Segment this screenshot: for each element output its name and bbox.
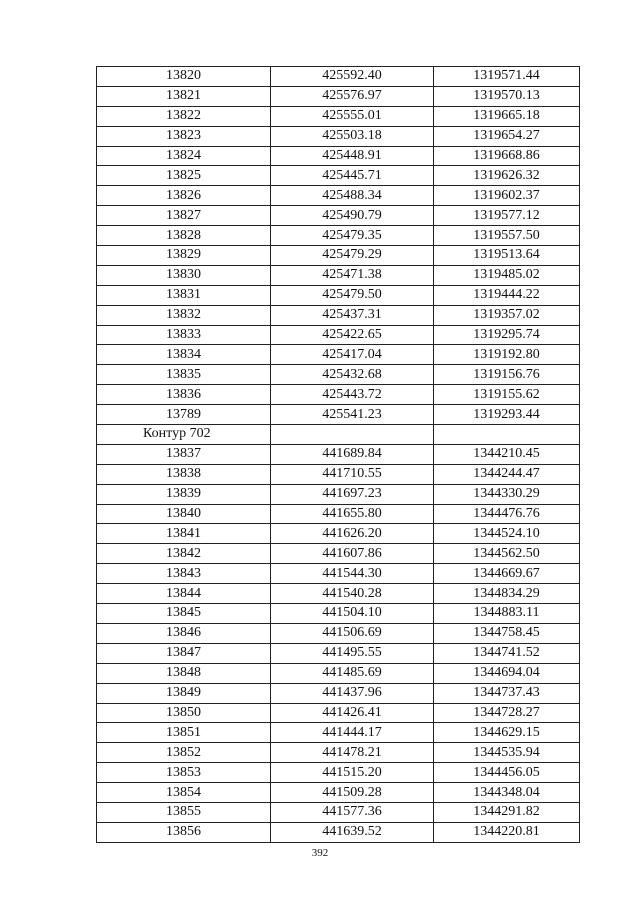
- x-coordinate-cell: 441577.36: [271, 802, 434, 822]
- table-row: [97, 564, 580, 584]
- table-row: [97, 464, 580, 484]
- x-coordinate-cell: 441509.28: [271, 783, 434, 803]
- x-coordinate-cell: 441495.55: [271, 643, 434, 663]
- y-coordinate-cell: 1319654.27: [434, 126, 580, 146]
- table-row: [97, 623, 580, 643]
- table-row: [97, 166, 580, 186]
- y-coordinate-cell: 1319485.02: [434, 265, 580, 285]
- table-row: [97, 285, 580, 305]
- point-number-cell: 13826: [97, 186, 271, 206]
- point-number-cell: 13841: [97, 524, 271, 544]
- table-row: [97, 723, 580, 743]
- x-coordinate-cell: 425479.29: [271, 246, 434, 266]
- table-row: [97, 643, 580, 663]
- table-row: [97, 604, 580, 624]
- point-number-cell: 13832: [97, 305, 271, 325]
- table-row: [97, 345, 580, 365]
- table-row: [97, 524, 580, 544]
- x-coordinate-cell: 441437.96: [271, 683, 434, 703]
- table-row: [97, 365, 580, 385]
- point-number-cell: 13852: [97, 743, 271, 763]
- point-number-cell: 13823: [97, 126, 271, 146]
- y-coordinate-cell: 1319357.02: [434, 305, 580, 325]
- y-coordinate-cell: 1344210.45: [434, 444, 580, 464]
- y-coordinate-cell: 1319557.50: [434, 226, 580, 246]
- point-number-cell: 13822: [97, 106, 271, 126]
- contour-label: Контур 702: [97, 425, 271, 445]
- y-coordinate-cell: 1344456.05: [434, 763, 580, 783]
- y-coordinate-cell: 1319295.74: [434, 325, 580, 345]
- table-row: [97, 186, 580, 206]
- table-row: [97, 822, 580, 842]
- x-coordinate-cell: 425592.40: [271, 67, 434, 87]
- y-coordinate-cell: 1344244.47: [434, 464, 580, 484]
- table-row: [97, 67, 580, 87]
- x-coordinate-cell: 441478.21: [271, 743, 434, 763]
- point-number-cell: 13846: [97, 623, 271, 643]
- x-coordinate-cell: 441506.69: [271, 623, 434, 643]
- y-coordinate-cell: 1319571.44: [434, 67, 580, 87]
- y-coordinate-cell: 1344741.52: [434, 643, 580, 663]
- point-number-cell: 13843: [97, 564, 271, 584]
- point-number-cell: 13828: [97, 226, 271, 246]
- y-coordinate-cell: 1344883.11: [434, 604, 580, 624]
- x-coordinate-cell: 441689.84: [271, 444, 434, 464]
- x-coordinate-cell: 425576.97: [271, 86, 434, 106]
- table-row: [97, 126, 580, 146]
- point-number-cell: 13854: [97, 783, 271, 803]
- table-row: [97, 86, 580, 106]
- table-row: [97, 265, 580, 285]
- x-coordinate-cell: 441515.20: [271, 763, 434, 783]
- point-number-cell: 13821: [97, 86, 271, 106]
- point-number-cell: 13834: [97, 345, 271, 365]
- table-row: [97, 802, 580, 822]
- point-number-cell: 13789: [97, 405, 271, 425]
- point-number-cell: 13824: [97, 146, 271, 166]
- table-row: [97, 683, 580, 703]
- y-coordinate-cell: 1319668.86: [434, 146, 580, 166]
- y-coordinate-cell: 1344291.82: [434, 802, 580, 822]
- point-number-cell: 13835: [97, 365, 271, 385]
- x-coordinate-cell: 441607.86: [271, 544, 434, 564]
- coordinates-table: [96, 66, 580, 843]
- table-row: [97, 743, 580, 763]
- x-coordinate-cell: 425445.71: [271, 166, 434, 186]
- table-row: [97, 325, 580, 345]
- table-row: [97, 405, 580, 425]
- x-coordinate-cell: 425503.18: [271, 126, 434, 146]
- y-coordinate-cell: 1319444.22: [434, 285, 580, 305]
- empty-cell: [271, 425, 434, 445]
- table-row: [97, 305, 580, 325]
- y-coordinate-cell: 1344669.67: [434, 564, 580, 584]
- empty-cell: [434, 425, 580, 445]
- x-coordinate-cell: 425417.04: [271, 345, 434, 365]
- table-row: [97, 106, 580, 126]
- y-coordinate-cell: 1319602.37: [434, 186, 580, 206]
- point-number-cell: 13820: [97, 67, 271, 87]
- point-number-cell: 13829: [97, 246, 271, 266]
- table-row: [97, 246, 580, 266]
- y-coordinate-cell: 1344758.45: [434, 623, 580, 643]
- point-number-cell: 13825: [97, 166, 271, 186]
- x-coordinate-cell: 425443.72: [271, 385, 434, 405]
- point-number-cell: 13845: [97, 604, 271, 624]
- table-row: [97, 663, 580, 683]
- point-number-cell: 13850: [97, 703, 271, 723]
- table-row: [97, 544, 580, 564]
- table-row: [97, 226, 580, 246]
- table-row: [97, 504, 580, 524]
- x-coordinate-cell: 441540.28: [271, 584, 434, 604]
- y-coordinate-cell: 1319192.80: [434, 345, 580, 365]
- x-coordinate-cell: 425437.31: [271, 305, 434, 325]
- y-coordinate-cell: 1344220.81: [434, 822, 580, 842]
- x-coordinate-cell: 425448.91: [271, 146, 434, 166]
- x-coordinate-cell: 441485.69: [271, 663, 434, 683]
- x-coordinate-cell: 425541.23: [271, 405, 434, 425]
- table-row: [97, 703, 580, 723]
- table-row: [97, 584, 580, 604]
- x-coordinate-cell: 425490.79: [271, 206, 434, 226]
- x-coordinate-cell: 441544.30: [271, 564, 434, 584]
- y-coordinate-cell: 1344476.76: [434, 504, 580, 524]
- y-coordinate-cell: 1319156.76: [434, 365, 580, 385]
- x-coordinate-cell: 425479.35: [271, 226, 434, 246]
- table-row: [97, 444, 580, 464]
- point-number-cell: 13836: [97, 385, 271, 405]
- y-coordinate-cell: 1344524.10: [434, 524, 580, 544]
- table-row: [97, 484, 580, 504]
- point-number-cell: 13855: [97, 802, 271, 822]
- point-number-cell: 13853: [97, 763, 271, 783]
- point-number-cell: 13856: [97, 822, 271, 842]
- y-coordinate-cell: 1319577.12: [434, 206, 580, 226]
- point-number-cell: 13848: [97, 663, 271, 683]
- x-coordinate-cell: 441639.52: [271, 822, 434, 842]
- point-number-cell: 13831: [97, 285, 271, 305]
- point-number-cell: 13830: [97, 265, 271, 285]
- x-coordinate-cell: 425432.68: [271, 365, 434, 385]
- point-number-cell: 13838: [97, 464, 271, 484]
- x-coordinate-cell: 425471.38: [271, 265, 434, 285]
- y-coordinate-cell: 1319293.44: [434, 405, 580, 425]
- y-coordinate-cell: 1344694.04: [434, 663, 580, 683]
- table-row: [97, 783, 580, 803]
- y-coordinate-cell: 1319570.13: [434, 86, 580, 106]
- x-coordinate-cell: 441626.20: [271, 524, 434, 544]
- x-coordinate-cell: 441697.23: [271, 484, 434, 504]
- y-coordinate-cell: 1319665.18: [434, 106, 580, 126]
- y-coordinate-cell: 1344737.43: [434, 683, 580, 703]
- y-coordinate-cell: 1319513.64: [434, 246, 580, 266]
- y-coordinate-cell: 1344348.04: [434, 783, 580, 803]
- x-coordinate-cell: 425422.65: [271, 325, 434, 345]
- y-coordinate-cell: 1344330.29: [434, 484, 580, 504]
- table-row: [97, 763, 580, 783]
- point-number-cell: 13840: [97, 504, 271, 524]
- point-number-cell: 13847: [97, 643, 271, 663]
- point-number-cell: 13837: [97, 444, 271, 464]
- y-coordinate-cell: 1344728.27: [434, 703, 580, 723]
- point-number-cell: 13844: [97, 584, 271, 604]
- table-row: [97, 146, 580, 166]
- coordinates-table-body: [97, 67, 580, 843]
- x-coordinate-cell: 441655.80: [271, 504, 434, 524]
- y-coordinate-cell: 1344629.15: [434, 723, 580, 743]
- x-coordinate-cell: 425479.50: [271, 285, 434, 305]
- point-number-cell: 13849: [97, 683, 271, 703]
- point-number-cell: 13839: [97, 484, 271, 504]
- x-coordinate-cell: 441444.17: [271, 723, 434, 743]
- x-coordinate-cell: 441426.41: [271, 703, 434, 723]
- x-coordinate-cell: 441504.10: [271, 604, 434, 624]
- y-coordinate-cell: 1319626.32: [434, 166, 580, 186]
- point-number-cell: 13842: [97, 544, 271, 564]
- y-coordinate-cell: 1344535.94: [434, 743, 580, 763]
- page-number: 392: [311, 847, 329, 859]
- table-row: [97, 206, 580, 226]
- point-number-cell: 13833: [97, 325, 271, 345]
- point-number-cell: 13827: [97, 206, 271, 226]
- point-number-cell: 13851: [97, 723, 271, 743]
- x-coordinate-cell: 425488.34: [271, 186, 434, 206]
- x-coordinate-cell: 441710.55: [271, 464, 434, 484]
- y-coordinate-cell: 1344834.29: [434, 584, 580, 604]
- y-coordinate-cell: 1344562.50: [434, 544, 580, 564]
- y-coordinate-cell: 1319155.62: [434, 385, 580, 405]
- x-coordinate-cell: 425555.01: [271, 106, 434, 126]
- table-row: [97, 385, 580, 405]
- contour-header-row: [97, 425, 580, 445]
